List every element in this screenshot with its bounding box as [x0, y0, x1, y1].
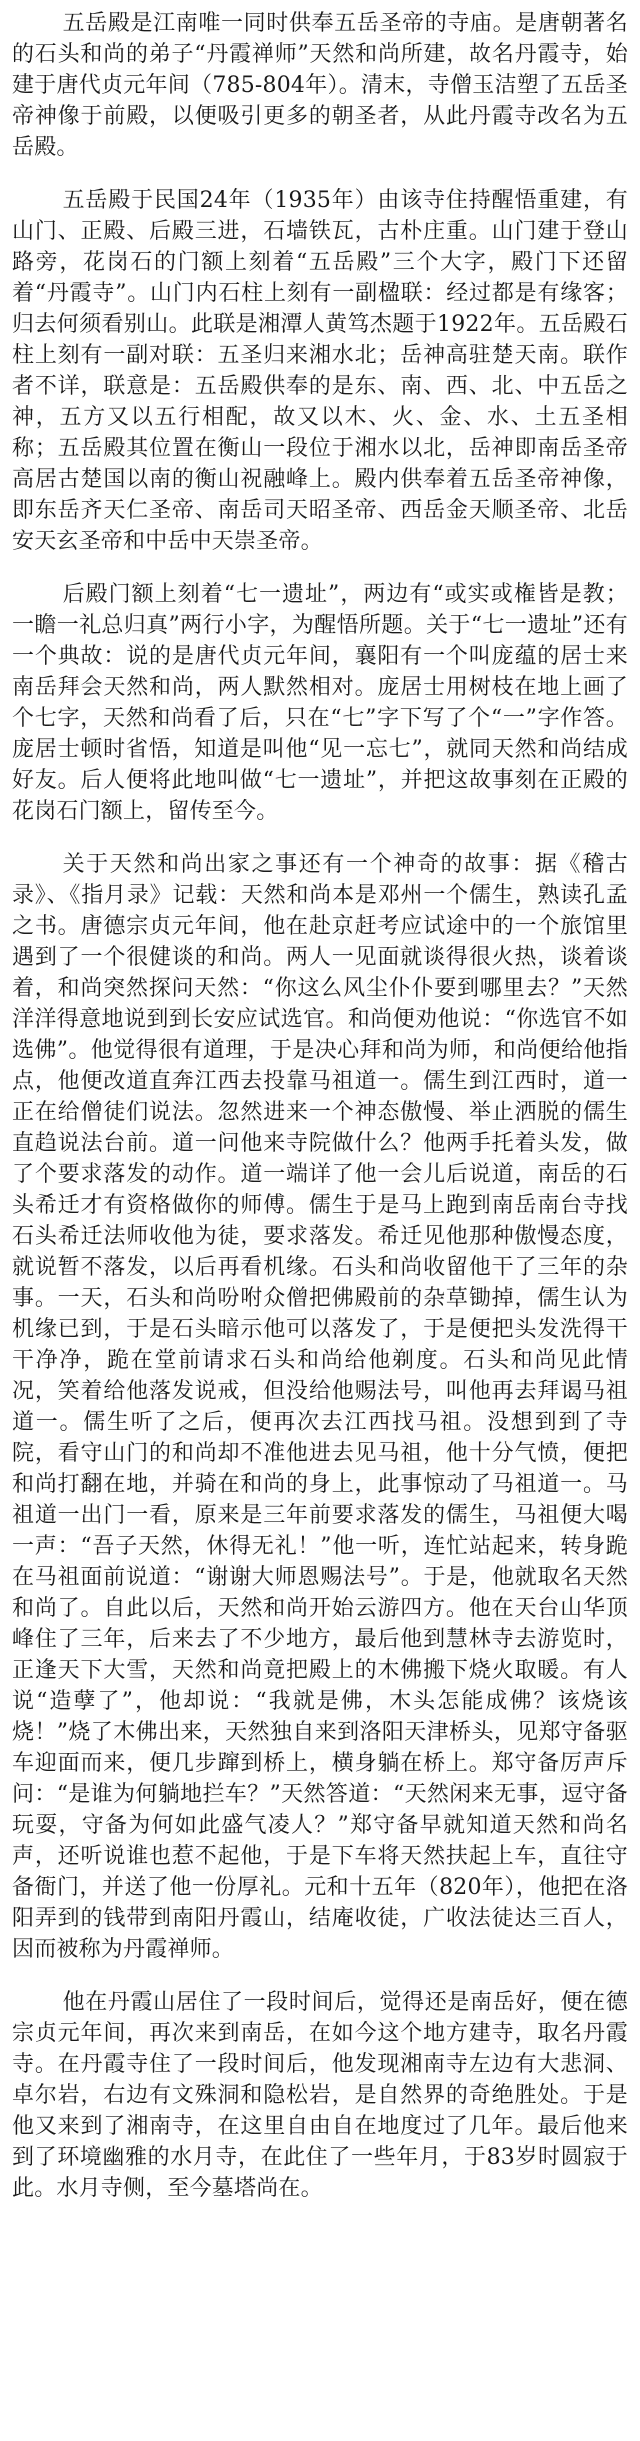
article-paragraph: 五岳殿于民国24年（1935年）由该寺住持醒悟重建，有山门、正殿、后殿三进，石墙铁瓦，古朴庄重。山门建于登山路旁，花岗石的门额上刻着“五岳殿”三个大字，殿门下还留着“丹霞寺”。山门内石柱上刻有一副楹联：经过都是有缘客；归去何须看别山。此联是湘潭人黄笃杰题于1922年。五岳殿石柱上刻有一副对联：五圣归来湘水北；岳神高驻楚天南。联作者不详，联意是：五岳殿供奉的是东、南、西、北、中五岳之神，五方又以五行相配，故又以木、火、金、水、土五圣相称；五岳殿其位置在衡山一段位于湘水以北，岳神即南岳圣帝高居古楚国以南的衡山祝融峰上。殿内供奉着五岳圣帝神像，即东岳齐天仁圣帝、南岳司天昭圣帝、西岳金天顺圣帝、北岳安天玄圣帝和中岳中天崇圣帝。: [12, 188, 628, 554]
article-paragraph: 五岳殿是江南唯一同时供奉五岳圣帝的寺庙。是唐朝著名的石头和尚的弟子“丹霞禅师”天然和尚所建，故名丹霞寺，始建于唐代贞元年间（785-804年）。清末，寺僧玉洁塑了五岳圣帝神像于前殿，以便吸引更多的朝圣者，从此丹霞寺改名为五岳殿。: [12, 11, 628, 160]
article-paragraph: 关于天然和尚出家之事还有一个神奇的故事：据《稽古录》、《指月录》记载：天然和尚本是邓州一个儒生，熟读孔孟之书。唐德宗贞元年间，他在赴京赶考应试途中的一个旅馆里遇到了一个很健谈的和尚。两人一见面就谈得很火热，谈着谈着，和尚突然探问天然：“你这么风尘仆仆要到哪里去？”天然洋洋得意地说到到长安应试选官。和尚便劝他说：“你选官不如选佛”。他觉得很有道理，于是决心拜和尚为师，和尚便给他指点，他便改道直奔江西去投靠马祖道一。儒生到江西时，道一正在给僧徒们说法。忽然进来一个神态傲慢、举止洒脱的儒生直趋说法台前。道一问他来寺院做什么？他两手托着头发，做了个要求落发的动作。道一端详了他一会儿后说道，南岳的石头希迁才有资格做你的师傅。儒生于是马上跑到南岳南台寺找石头希迁法师收他为徒，要求落发。希迁见他那种傲慢态度，就说暂不落发，以后再看机缘。石头和尚收留他干了三年的杂事。一天，石头和尚吩咐众僧把佛殿前的杂草锄掉，儒生认为机缘已到，于是石头暗示他可以落发了，于是便把头发洗得干干净净，跪在堂前请求石头和尚给他剃度。石头和尚见此情况，笑着给他落发说戒，但没给他赐法号，叫他再去拜谒马祖道一。儒生听了之后，便再次去江西找马祖。没想到到了寺院，看守山门的和尚却不准他进去见马祖，他十分气愤，便把和尚打翻在地，并骑在和尚的身上，此事惊动了马祖道一。马祖道一出门一看，原来是三年前要求落发的儒生，马祖便大喝一声：“吾子天然，休得无礼！”他一听，连忙站起来，转身跪在马祖面前说道：“谢谢大师恩赐法号”。于是，他就取名天然和尚了。自此以后，天然和尚开始云游四方。他在天台山华顶峰住了三年，后来去了不少地方，最后他到慧林寺去游览时，正逢天下大雪，天然和尚竟把殿上的木佛搬下烧火取暖。有人说“造孽了”，他却说：“我就是佛，木头怎能成佛？该烧该烧！”烧了木佛出来，天然独自来到洛阳天津桥头，见郑守备驱车迎面而来，便几步蹿到桥上，横身躺在桥上。郑守备厉声斥问：“是谁为何躺地拦车？”天然答道：“天然闲来无事，逗守备玩耍，守备为何如此盛气凌人？”郑守备早就知道天然和尚名声，还听说谁也惹不起他，于是下车将天然扶起上车，直往守备衙门，并送了他一份厚礼。元和十五年（820年），他把在洛阳弄到的钱带到南阳丹霞山，结庵收徒，广收法徒达三百人，因而被称为丹霞禅师。: [12, 852, 628, 1962]
article-paragraph: 后殿门额上刻着“七一遗址”，两边有“或实或権皆是教；一瞻一礼总归真”两行小字，为醒悟所题。关于“七一遗址”还有一个典故：说的是唐代贞元年间，襄阳有一个叫庞蕴的居士来南岳拜会天然和尚，两人默然相对。庞居士用树枝在地上画了个七字，天然和尚看了后，只在“七”字下写了个“一”字作答。庞居士顿时省悟，知道是叫他“见一忘七”，就同天然和尚结成好友。后人便将此地叫做“七一遗址”，并把这故事刻在正殿的花岗石门额上，留传至今。: [12, 582, 628, 824]
article-paragraph: 他在丹霞山居住了一段时间后，觉得还是南岳好，便在德宗贞元年间，再次来到南岳，在如今这个地方建寺，取名丹霞寺。在丹霞寺住了一段时间后，他发现湘南寺左边有大悲洞、卓尔岩，右边有文殊洞和隐松岩，是自然界的奇绝胜处。于是他又来到了湘南寺，在这里自由自在地度过了几年。最后他来到了环境幽雅的水月寺，在此住了一些年月，于83岁时圆寂于此。水月寺侧，至今墓塔尚在。: [12, 1990, 628, 2201]
